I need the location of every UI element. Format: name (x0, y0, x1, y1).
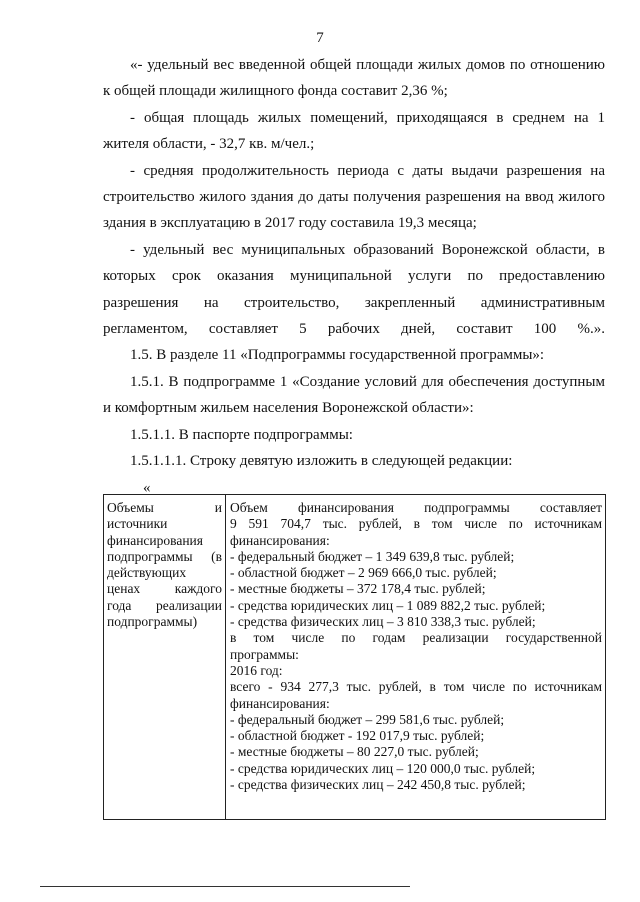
value-line: - средства юридических лиц – 120 000,0 тыс. рублей; (230, 760, 536, 776)
paragraph-passport: 1.5.1.1. В паспорте подпрограммы: (130, 426, 353, 443)
footer-divider (40, 886, 410, 887)
paragraph-permit-duration: - средняя продолжительность периода с даты выдачи разрешения на строительство жилого здания до даты получения разрешения на ввод жилого здания в эксплуатацию в 2017 году составила 19,3 месяца; (103, 162, 605, 232)
label-line: действующих (107, 565, 187, 581)
value-line: 2016 год: (230, 662, 283, 678)
value-line: всего - 934 277,3 тыс. рублей, в том числе по источникам (230, 679, 602, 695)
funding-table (103, 494, 606, 820)
label-line: источники (107, 516, 168, 532)
label-line: подпрограммы (в (107, 548, 222, 564)
paragraph-housing-share: «- удельный вес введенной общей площади жилых домов по отношению к общей площади жилищного фонда составит 2,36 %; (103, 57, 605, 100)
paragraph-subprogram-1: 1.5.1. В подпрограмме 1 «Создание условий для обеспечения доступным и комфортным жильем населения Воронежской области»: (103, 373, 605, 417)
value-line: - средства юридических лиц – 1 089 882,2 тыс. рублей; (230, 597, 546, 613)
label-line: Объемы и (107, 500, 222, 515)
label-line: года реализации (107, 597, 222, 613)
value-line: программы: (230, 646, 299, 662)
paragraph-living-area: - общая площадь жилых помещений, приходящаяся в среднем на 1 жителя области, - 32,7 кв. м/чел.; (103, 109, 605, 153)
value-line: - местные бюджеты – 372 178,4 тыс. рублей; (230, 581, 486, 597)
funding-table-label-cell (104, 495, 226, 819)
value-line: - средства физических лиц – 3 810 338,3 тыс. рублей; (230, 614, 536, 630)
value-line: - областной бюджет - 192 017,9 тыс. рублей; (230, 728, 485, 744)
page-number: 7 (316, 30, 324, 46)
document-body (103, 52, 605, 501)
value-line: - средства физических лиц – 242 450,8 тыс. рублей; (230, 777, 526, 793)
value-line: - местные бюджеты – 80 227,0 тыс. рублей; (230, 744, 479, 760)
value-line: - федеральный бюджет – 299 581,6 тыс. рублей; (230, 711, 505, 727)
paragraph-row-nine: 1.5.1.1.1. Строку девятую изложить в следующей редакции: (130, 453, 513, 470)
paragraph-municipal-share: - удельный вес муниципальных образований Воронежской области, в которых срок оказания муниципальной услуги по предоставлению разрешения на строительство, закрепленный административным регламентом, составляет 5 рабочих дней, составит 100 %.». (103, 241, 605, 338)
label-line: подпрограммы) (107, 614, 198, 630)
value-line: 9 591 704,7 тыс. рублей, в том числе по источникам (230, 516, 602, 532)
value-line: в том числе по годам реализации государственной (230, 630, 602, 646)
value-line: финансирования: (230, 532, 330, 548)
opening-quote: « (143, 479, 151, 496)
value-line: Объем финансирования подпрограммы составляет (230, 500, 602, 515)
value-line: - областной бюджет – 2 969 666,0 тыс. рублей; (230, 565, 497, 581)
label-line: ценах каждого (107, 581, 222, 597)
value-line: финансирования: (230, 695, 330, 711)
paragraph-section-11: 1.5. В разделе 11 «Подпрограммы государственной программы»: (130, 347, 545, 364)
funding-table-value-cell (226, 495, 605, 819)
value-line: - федеральный бюджет – 1 349 639,8 тыс. рублей; (230, 548, 515, 564)
label-line: финансирования (107, 532, 203, 548)
